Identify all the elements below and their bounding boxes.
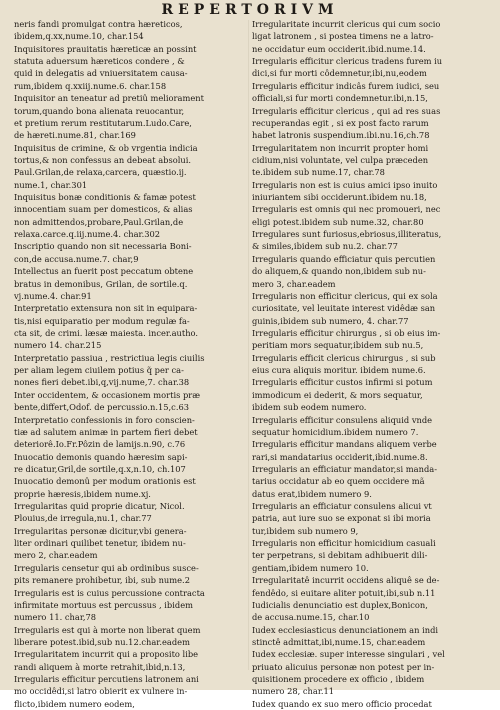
index-line: de hæreti.nume.81, char.169	[14, 130, 136, 141]
index-line: Irregularitas quid proprie dicatur, Nicol.	[14, 501, 185, 512]
index-line: Irregularis efficitur clericus tradens furem iu	[252, 56, 443, 67]
index-line: eligi potest.ibidem sub nume.32, char.80	[252, 216, 424, 227]
index-line: do aliquem,& quando non,ibidem sub nu-	[252, 266, 426, 277]
index-line: Inquisitus de crimine, & ob vrgentia indicia	[14, 142, 198, 153]
index-line: Irregularis efficitur consulens aliquid vnde	[252, 414, 433, 425]
index-line: nones fieri debet.ibi,q,vij.nume,7. char.38	[14, 377, 190, 388]
index-line: Irregularis non efficitur clericus, qui ex sola	[252, 290, 438, 301]
index-line: curiositate, vel leuitate interest vidêdæ san	[252, 303, 436, 314]
index-line: Inquisitor an teneatur ad pretiû meliorament	[14, 93, 204, 104]
index-line: recuperandas egit , si ex post facto rarum	[252, 117, 429, 128]
index-line: dici,si fur morti côdemnetur,ibi,nu,eodem	[252, 68, 427, 79]
index-line: Irregularis non efficitur homicidium casuali	[252, 538, 436, 549]
index-line: habet latronis suspendium.ibi.nu.16,ch.78	[252, 130, 430, 141]
index-line: Irregularitatê incurrit occidens aliquê se de-	[252, 575, 440, 586]
index-line: Irregularis est qui à morte non liberat quem	[14, 624, 201, 635]
index-line: quid in delegatis ad vniuersitatem causa-	[14, 68, 188, 79]
index-line: per aliam legem ciuilem potius q̃ per ca-	[14, 365, 184, 376]
index-line: officiali,si fur morti condemnetur.ibi,n.15,	[252, 93, 428, 104]
index-line: numero 14. char.215	[14, 340, 102, 351]
index-line: Irregularis est omnis qui nec promoueri, nec	[252, 204, 441, 215]
index-line: liter ordinari quilibet tenetur, ibidem nu-	[14, 538, 186, 549]
index-line: statuta aduersum hæreticos condere , &	[14, 56, 185, 67]
index-line: stinctê admittat,ibi,nume.15, char.eadem	[252, 636, 426, 647]
index-line: Iudex ecclesiæ. super interesse singulari , vel	[252, 649, 445, 660]
index-line: fendêdo, si euitare aliter potuit,ibi,sub n.11	[252, 587, 436, 598]
index-line: gentiam,ibidem numero 10.	[252, 562, 369, 573]
index-line: Irregularis efficitur percutiens latronem ani	[14, 674, 199, 685]
index-line: Irregularis efficitur mandans aliquem verbe	[252, 439, 437, 450]
left-column	[14, 18, 252, 709]
running-header: REPERTORIVM	[161, 2, 339, 18]
index-line: Plouius,de irregula,nu.1, char.77	[14, 513, 152, 524]
index-line: Inuocatio demonis quando hæresim sapi-	[14, 451, 188, 462]
index-line: priuato alicuius personæ non potest per in-	[252, 661, 435, 672]
index-line: Irregularis efficitur indicâs furem iudici, seu	[252, 80, 440, 91]
index-line: patria, aut iure suo se exponat si ibi moria	[252, 513, 431, 524]
index-line: Irregularis censetur qui ab ordinibus susce-	[14, 562, 199, 573]
index-line: & similes,ibidem sub nu.2. char.77	[252, 241, 398, 252]
index-line: ter perpetrans, si debitam adhibuerit dili-	[252, 550, 428, 561]
index-line: datus erat,ibidem numero 9.	[252, 488, 372, 499]
index-line: numero 28, char.11	[252, 686, 335, 697]
index-line: flicto,ibidem numero eodem,	[14, 698, 135, 709]
index-line: deteriorê.Io.Fr.Pôzin de lamijs.n.90, c.76	[14, 439, 186, 450]
index-line: Paul.Grilan,de relaxa,carcera, quæstio.ij.	[14, 167, 187, 178]
index-line: pits remanere prohibetur, ibi, sub nume.2	[14, 575, 190, 586]
index-line: Inscriptio quando non sit necessaria Boni-	[14, 241, 192, 252]
index-line: Inquisitus bonæ conditionis & famæ potest	[14, 192, 196, 203]
index-line: ligat latronem , si postea timens ne a latro-	[252, 31, 434, 42]
index-line: neris fandi promulgat contra hæreticos,	[14, 19, 183, 29]
index-line: innocentiam suam per domesticos, & alias	[14, 204, 193, 215]
index-line: tarius occidatur ab eo quem occidere mã	[252, 476, 425, 487]
index-line: Inuocatio demonû per modum orationis est	[14, 476, 196, 487]
index-line: Irregularis efficitur chirurgus , si ob eius im-	[252, 327, 441, 338]
index-line: Irregularitas personæ dicitur,vbi genera-	[14, 525, 187, 536]
index-line: eius cura aliquis moritur. ibidem nume.6.	[252, 365, 426, 376]
index-line: bente,differt,Odof. de percussio.n.15,c.63	[14, 402, 190, 413]
index-line: mo occidêdi,si latro obierit ex vulnere in-	[14, 686, 188, 697]
index-line: infirmitate mortuus est percussus , ibidem	[14, 599, 193, 610]
index-line: rum,ibidem q.xxiij.nume.6. char.158	[14, 80, 167, 91]
index-line: te.ibidem sub nume.17, char.78	[252, 167, 385, 178]
index-line: ibidem,q.xx,nume.10, char.154	[14, 31, 144, 42]
index-line: et pretium rerum restitutarum.Ludo.Care,	[14, 117, 192, 128]
right-column	[252, 18, 490, 709]
index-line: Irregularis efficit clericus chirurgus , si sub	[252, 352, 436, 363]
index-line: iniuriantem sibi occiderunt.ibidem nu.18,	[252, 192, 427, 203]
index-line: Iudex ecclesiasticus denunciationem an indi	[252, 624, 439, 635]
index-line: numero 11. char,78	[14, 612, 97, 623]
index-line: tortus,& non confessus an debeat absolui.	[14, 154, 192, 165]
index-line: Inquisitores prauitatis hæreticæ an possint	[14, 43, 197, 54]
index-line: Interpretatio passiua , restrictiua legis ciuilis	[14, 352, 205, 363]
index-line: ne occidatur eum occiderit.ibid.nume.14.	[252, 43, 426, 54]
index-line: nume.1, char.301	[14, 179, 88, 190]
index-line: bratus in demonibus, Grilan, de sortile.q.	[14, 278, 188, 289]
index-line: Irregularis quando efficiatur quis percutien	[252, 253, 436, 264]
index-line: Irregularis est is cuius percussione contracta	[14, 587, 205, 598]
index-line: Irregularis efficitur custos infirmi si potum	[252, 377, 433, 388]
index-line: proprie hæresis,ibidem nume.xj.	[14, 488, 151, 499]
index-line: relaxa.carce.q.iij.nume.4. char.302	[14, 229, 161, 240]
index-line: Irregulares sunt furiosus,ebriosus,illiteratus,	[252, 229, 442, 240]
index-line: de accusa.nume.15, char.10	[252, 612, 370, 623]
index-line: ibidem sub eodem numero.	[252, 402, 367, 413]
index-line: Irregularitatem incurrit qui a proposito libe	[14, 649, 199, 660]
index-line: Iudex quando ex suo mero officio procedat	[252, 698, 432, 709]
index-line: liberare potest.ibid,sub nu.12.char.eadem	[14, 636, 190, 647]
index-line: randi aliquem à morte retrahit,ibid,n.13,	[14, 661, 186, 672]
index-line: cidium,nisi voluntate, vel culpa præceden	[252, 154, 429, 165]
index-line: tis,nisi equiparatio per modum regulæ fa-	[14, 315, 190, 326]
index-line: peritiam mors sequatur,ibidem sub nu.5,	[252, 340, 424, 351]
index-line: mero 2, char.eadem	[14, 550, 98, 561]
index-line: Intellectus an fuerit post peccatum obtene	[14, 266, 194, 277]
index-line: Irregularis efficitur clericus , qui ad res suas	[252, 105, 441, 116]
index-line: vj.nume.4. char.91	[14, 290, 92, 301]
index-line: Interpretatio extensura non sit in equipara-	[14, 303, 198, 314]
index-line: Interpretatio confessionis in foro conscien-	[14, 414, 195, 425]
index-line: guinis,ibidem sub numero, 4. char.77	[252, 315, 409, 326]
index-line: tiæ ad salutem animæ in partem fieri debet	[14, 426, 198, 437]
index-line: Irregularis an efficiatur consulens alicui vt	[252, 501, 432, 512]
index-line: mero 3, char.eadem	[252, 278, 336, 289]
index-line: re dicatur,Gril,de sortile,q.x,n.10, ch.107	[14, 463, 186, 474]
index-line: tur,ibidem sub numero 9,	[252, 525, 359, 536]
index-line: Irregularis an efficiatur mandator,si manda-	[252, 463, 438, 474]
index-line: torum,quando bona alienata reuocantur,	[14, 105, 185, 116]
index-line: cta sit, de crimi. læsæ maiesta. incer.autho.	[14, 327, 199, 338]
index-line: sequatur homicidium.ibidem numero 7.	[252, 426, 419, 437]
index-line: Irregularitatem non incurrit propter homi	[252, 142, 429, 153]
index-line: rari,si mandatarius occiderit,ibid.nume.8.	[252, 451, 428, 462]
index-line: Iudicialis denunciatio est duplex,Bonicon,	[252, 599, 428, 610]
index-line: non admittendos,probare,Paul.Grilan,de	[14, 216, 184, 227]
index-line: Irregularis non est is cuius amici ipso inuito	[252, 179, 438, 190]
index-line: quisitionem procedere ex officio , ibidem	[252, 674, 425, 685]
index-line: immodicum ei dederit, & mors sequatur,	[252, 389, 423, 400]
index-line: Inter occidentem, & occasionem mortis præ	[14, 389, 201, 400]
index-line: Irregularitate incurrit clericus qui cum socio	[252, 19, 441, 29]
index-line: con,de accusa.nume.7. char,9	[14, 253, 139, 264]
